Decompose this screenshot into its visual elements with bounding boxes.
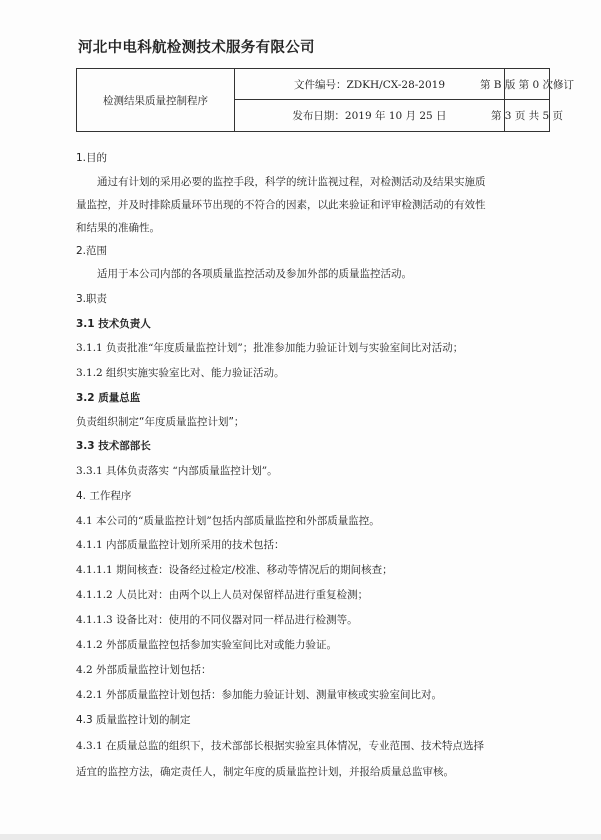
paragraph-line: 4.2 外部质量监控计划包括：	[76, 664, 212, 676]
paragraph-line: 4.1.2 外部质量监控包括参加实验室间比对或能力验证。	[76, 639, 338, 651]
paragraph-line: 3.1.2 组织实施实验室比对、能力验证活动。	[76, 367, 285, 379]
paragraph-line: 4.1 本公司的“质量监控计划”包括内部质量监控和外部质量监控。	[76, 515, 380, 527]
company-name: 河北中电科航检测技术服务有限公司	[78, 40, 315, 56]
paragraph-line: 3.3.1 具体负责落实 “内部质量监控计划”。	[76, 465, 278, 477]
paragraph-line: 4.3 质量监控计划的制定	[76, 714, 191, 726]
file-number: 文件编号：ZDKH/CX-28-2019	[235, 69, 505, 100]
paragraph-line: 4.1.1.1 期间核查：设备经过检定/校准、移动等情况后的期间核查；	[76, 564, 393, 576]
paragraph-line: 适用于本公司内部的各项质量监控活动及参加外部的质量监控活动。	[97, 268, 412, 280]
paragraph-line: 负责组织制定“年度质量监控计划”；	[76, 416, 245, 428]
subsection-heading: 3.2 质量总监	[76, 392, 141, 404]
section-heading-workflow: 4. 工作程序	[76, 490, 132, 502]
page-info: 第 3 页 共 5 页	[490, 110, 564, 122]
paragraph-line: 4.3.1 在质量总监的组织下，技术部部长根据实验室具体情况，专业范围、技术特点选择	[76, 740, 485, 752]
section-heading-scope: 2.范围	[76, 245, 108, 257]
version-info: 第 B 版 第 0 次修订	[505, 69, 549, 100]
paragraph-line: 通过有计划的采用必要的监控手段，科学的统计监视过程，对检测活动及结果实施质	[97, 176, 486, 188]
paragraph-line: 量监控，并及时排除质量环节出现的不符合的因素，以此来验证和评审检测活动的有效性	[76, 199, 486, 211]
paragraph-line: 4.1.1.3 设备比对：使用的不同仪器对同一样品进行检测等。	[76, 614, 358, 626]
paragraph-line: 适宜的监控方法，确定责任人，制定年度的质量监控计划，并报给质量总监审核。	[76, 766, 454, 778]
paragraph-line: 4.1.1 内部质量监控计划所采用的技术包括：	[76, 539, 285, 551]
paragraph-line: 4.1.1.2 人员比对：由两个以上人员对保留样品进行重复检测；	[76, 589, 369, 601]
paragraph-line: 和结果的准确性。	[76, 222, 160, 234]
section-heading-responsibility: 3.职责	[76, 293, 108, 305]
page-bottom-edge	[0, 834, 601, 840]
section-heading-purpose: 1.目的	[76, 152, 108, 164]
procedure-name: 检测结果质量控制程序	[77, 69, 235, 131]
subsection-heading: 3.1 技术负责人	[76, 318, 151, 330]
paragraph-line: 3.1.1 负责批准“年度质量监控计划”；批准参加能力验证计划与实验室间比对活动；	[76, 342, 464, 354]
subsection-heading: 3.3 技术部部长	[76, 440, 151, 452]
paragraph-line: 4.2.1 外部质量监控计划包括：参加能力验证计划、测量审核或实验室间比对。	[76, 689, 443, 701]
document-header-table	[76, 68, 575, 132]
issue-date: 发布日期：2019 年 10 月 25 日	[235, 100, 505, 131]
